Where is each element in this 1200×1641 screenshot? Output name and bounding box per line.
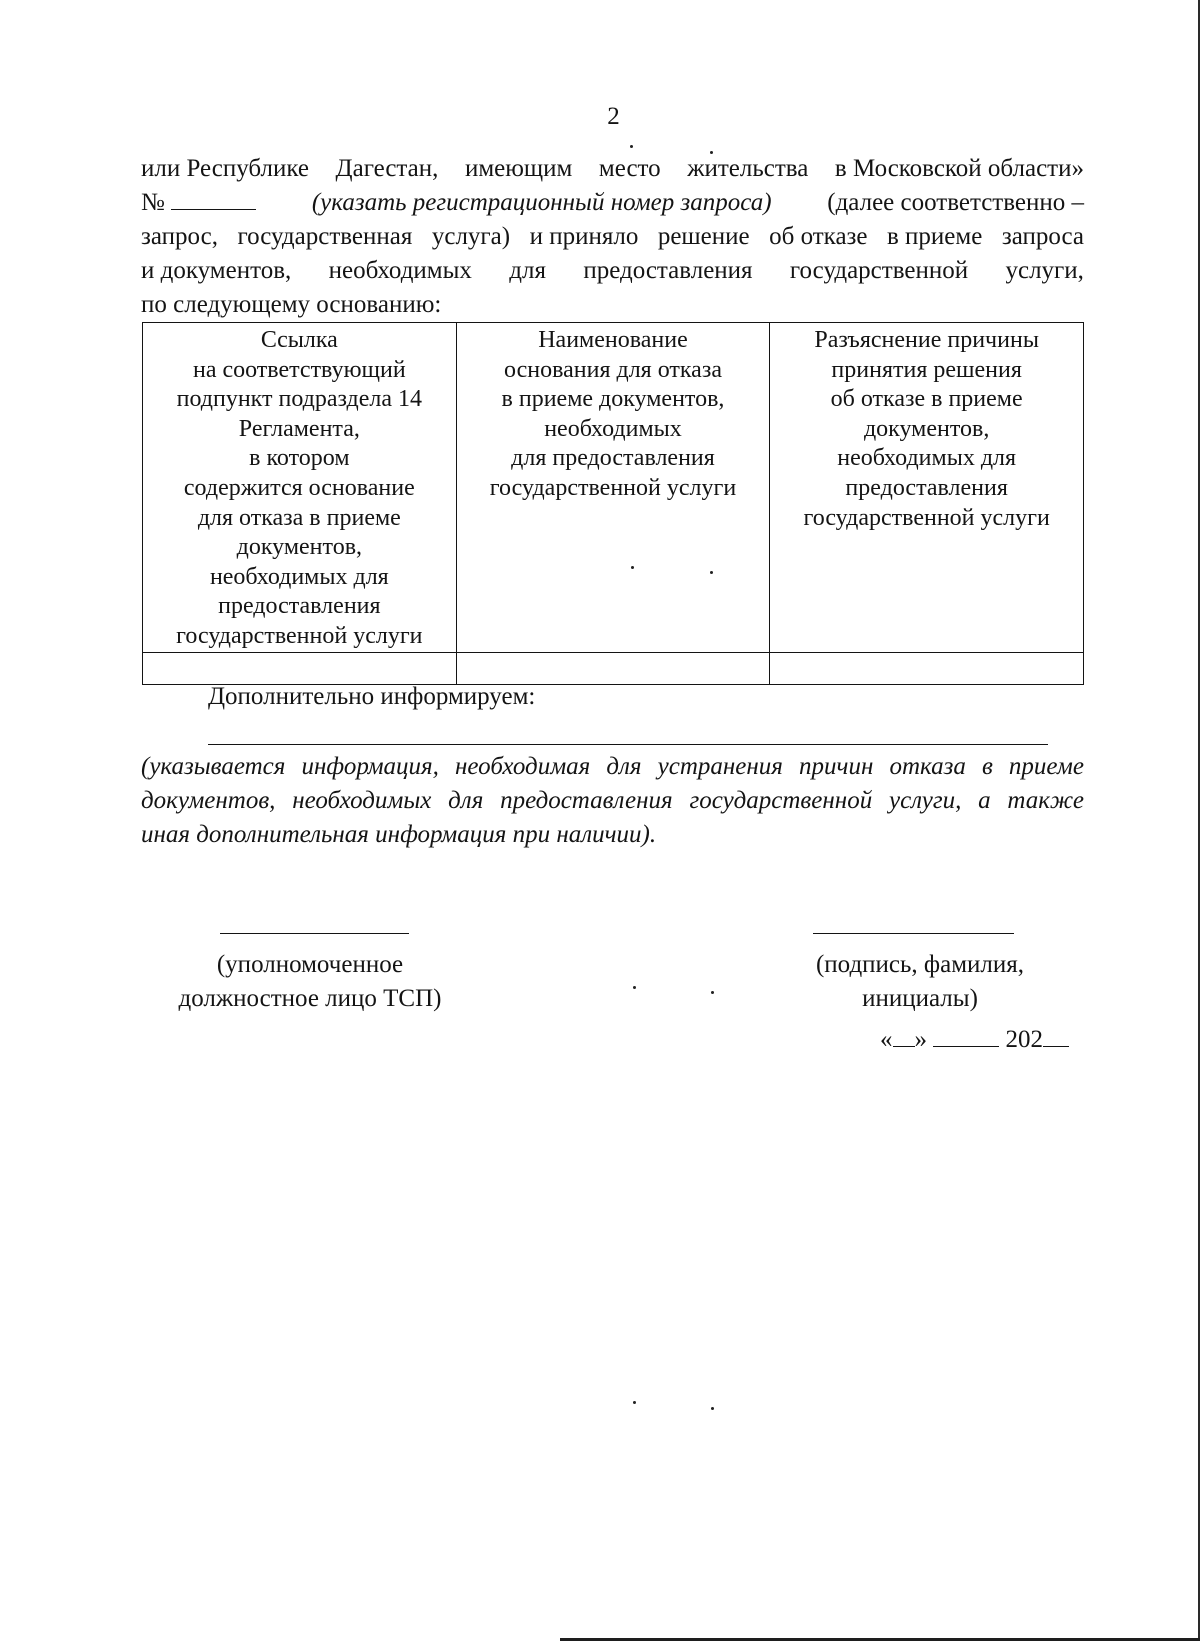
additional-info-label: Дополнительно информируем:	[208, 683, 536, 710]
note-line-3: иная дополнительная информация при наличии).	[141, 821, 657, 848]
official-caption: (уполномоченное должностное лицо ТСП)	[178, 951, 442, 1012]
signature-name-line	[813, 933, 1014, 934]
scan-speck	[630, 145, 633, 148]
official-signature-line	[220, 933, 409, 934]
month-blank	[933, 1024, 999, 1047]
scan-speck	[633, 986, 636, 989]
table-cell-empty	[456, 652, 770, 684]
page-number: 2	[607, 103, 620, 130]
intro-line-3: запрос, государственная услуга) и приняло решение об отказе в приеме запроса	[141, 223, 1084, 250]
number-field: №	[141, 186, 256, 220]
intro-line-2: № (указать регистрационный номер запроса) (далее соответственно –	[141, 186, 1084, 220]
scan-speck	[633, 1401, 636, 1404]
header-cell-reference: Ссылка на соответствующий подпункт подраздела 14 Регламента, в котором содержится основание для отказа в приеме документов, необходимых для предоставления государственной услуги	[143, 323, 457, 653]
scan-speck	[711, 991, 714, 994]
intro-line-1: или Республике Дагестан, имеющим место жительства в Московской области»	[141, 155, 1084, 182]
intro-line-5: по следующему основанию:	[141, 291, 442, 318]
date-field: « » 202	[880, 1024, 1069, 1054]
request-number-hint: (указать регистрационный номер запроса)	[311, 189, 772, 216]
header-cell-reason-name: Наименование основания для отказа в приеме документов, необходимых для предоставления государственной услуги	[456, 323, 770, 653]
table-header-row	[143, 323, 1084, 653]
table-row	[143, 652, 1084, 684]
table-cell-empty	[143, 652, 457, 684]
table-cell-empty	[770, 652, 1084, 684]
signature-caption: (подпись, фамилия, инициалы)	[815, 951, 1025, 1012]
header-cell-explanation: Разъяснение причины принятия решения об отказе в приеме документов, необходимых для предоставления государственной услуги	[770, 323, 1084, 653]
note-line-1: (указывается информация, необходимая для устранения причин отказа в приеме	[141, 753, 1084, 780]
year-blank	[1043, 1024, 1069, 1047]
day-blank	[893, 1024, 915, 1047]
intro-line-4: и документов, необходимых для предоставления государственной услуги,	[141, 257, 1084, 284]
note-line-2: документов, необходимых для предоставления государственной услуги, а также	[141, 787, 1084, 814]
refusal-reasons-table	[142, 322, 1084, 685]
scan-speck	[711, 1407, 714, 1410]
additional-info-fill-line	[208, 744, 1048, 745]
request-number-blank	[171, 187, 256, 210]
